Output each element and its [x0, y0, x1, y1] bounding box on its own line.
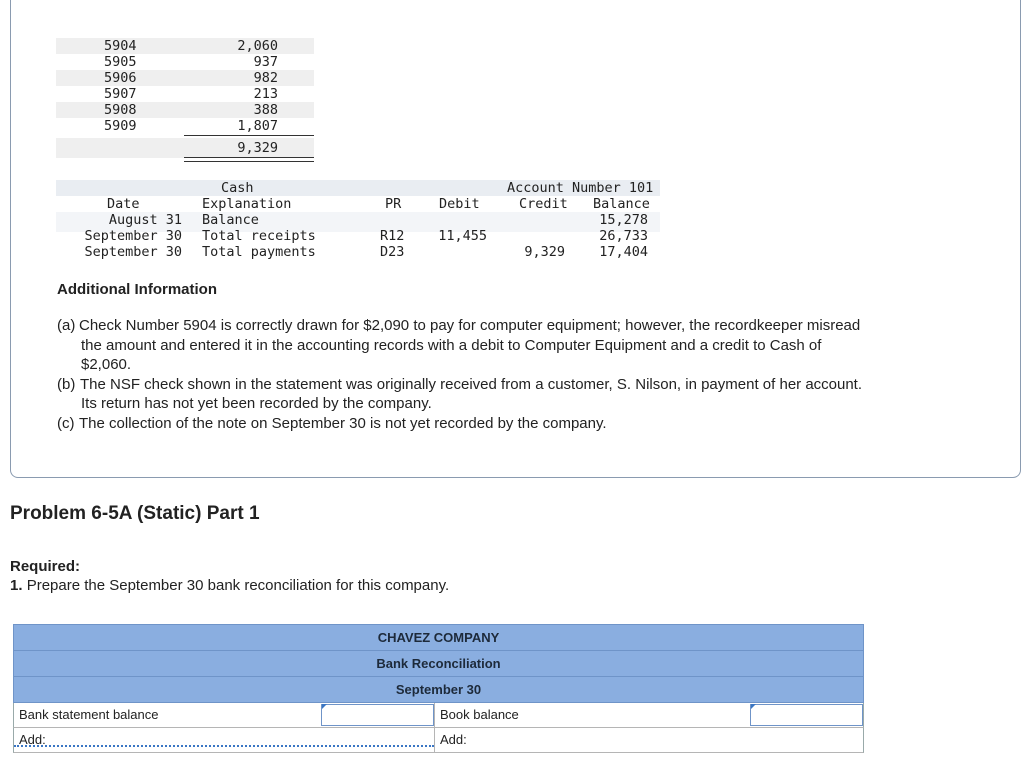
item-label: (a)	[57, 317, 76, 334]
ledger-header-credit: Credit	[519, 196, 568, 212]
check-amount: 937	[253, 54, 278, 70]
input-marker-icon	[322, 704, 327, 709]
table-row	[56, 102, 314, 118]
ledger-account-number: Account Number 101	[507, 180, 654, 196]
check-amount: 2,060	[237, 38, 278, 54]
item-line: Check Number 5904 is correctly drawn for $2,090 to pay for computer equipment; however, the recordkeeper misread	[79, 317, 861, 334]
company-name: CHAVEZ COMPANY	[14, 625, 863, 651]
ledger-header-balance: Balance	[593, 196, 650, 212]
item-line: $2,060.	[81, 356, 132, 373]
item-label: (b)	[57, 375, 76, 393]
table-row	[56, 70, 314, 86]
ledger-account-name: Cash	[221, 180, 254, 196]
check-total: 9,329	[237, 140, 278, 156]
ledger-explanation: Balance	[202, 212, 259, 228]
add-label-book: Add:	[434, 728, 863, 752]
ledger-debit: 11,455	[438, 228, 487, 244]
dotted-input-row[interactable]	[14, 745, 434, 747]
item-line: The collection of the note on September 30 is not yet recorded by the company.	[79, 414, 607, 432]
ledger-balance: 17,404	[599, 244, 648, 260]
required-label: Required:	[10, 558, 81, 575]
check-number: 5906	[104, 70, 137, 86]
ledger-pr: D23	[380, 244, 405, 260]
item-line: the amount and entered it in the accounting records with a debit to Computer Equipment and a credit to Cash of	[81, 336, 822, 354]
item-label: (c)	[57, 414, 75, 432]
table-row	[56, 118, 314, 134]
table-row	[13, 728, 864, 753]
ledger-header-pr: PR	[385, 196, 402, 212]
ledger-header-explanation: Explanation	[202, 196, 292, 212]
table-row	[56, 38, 314, 54]
ledger-date: September 30	[84, 244, 182, 260]
ledger-header-debit: Debit	[439, 196, 480, 212]
table-row	[13, 703, 864, 728]
ledger-credit: 9,329	[524, 244, 565, 260]
ledger-date: September 30	[84, 228, 182, 244]
ledger-header-date: Date	[107, 196, 140, 212]
check-amount: 213	[253, 86, 278, 102]
required-description: Prepare the September 30 bank reconciliation for this company.	[26, 577, 450, 594]
ledger-balance: 15,278	[599, 212, 648, 228]
check-number: 5905	[104, 54, 137, 70]
ledger-pr: R12	[380, 228, 405, 244]
ledger-explanation: Total payments	[202, 244, 316, 260]
check-amount: 388	[253, 102, 278, 118]
additional-info-title: Additional Information	[57, 281, 217, 298]
total-rule	[184, 135, 314, 136]
check-number: 5907	[104, 86, 137, 102]
double-rule	[184, 157, 314, 162]
check-number: 5908	[104, 102, 137, 118]
required-text	[10, 577, 449, 594]
bank-statement-balance-label: Bank statement balance	[19, 707, 159, 722]
check-amount: 1,807	[237, 118, 278, 134]
table-row	[56, 86, 314, 102]
book-balance-input[interactable]	[750, 704, 863, 726]
reconciliation-title: Bank Reconciliation	[14, 651, 863, 677]
book-balance-label: Book balance	[434, 703, 750, 727]
problem-title: Problem 6-5A (Static) Part 1	[10, 503, 260, 524]
check-number: 5904	[104, 38, 137, 54]
bank-reconciliation-table	[13, 624, 864, 753]
bank-statement-balance-input[interactable]	[321, 704, 434, 726]
check-amount: 982	[253, 70, 278, 86]
add-label-bank: Add:	[19, 732, 46, 747]
item-line: The NSF check shown in the statement was originally received from a customer, S. Nilson, in payment of her account.	[80, 375, 863, 393]
table-row	[56, 54, 314, 70]
input-marker-icon	[751, 704, 756, 709]
ledger-date: August 31	[108, 212, 182, 228]
ledger-explanation: Total receipts	[202, 228, 316, 244]
check-number: 5909	[104, 118, 137, 134]
item-line: Its return has not yet been recorded by the company.	[81, 395, 432, 412]
reconciliation-date: September 30	[395, 682, 482, 697]
total-row	[56, 138, 314, 158]
ledger-balance: 26,733	[599, 228, 648, 244]
cash-ledger	[56, 180, 660, 264]
reconciliation-header	[13, 624, 864, 703]
required-number: 1.	[10, 577, 23, 594]
